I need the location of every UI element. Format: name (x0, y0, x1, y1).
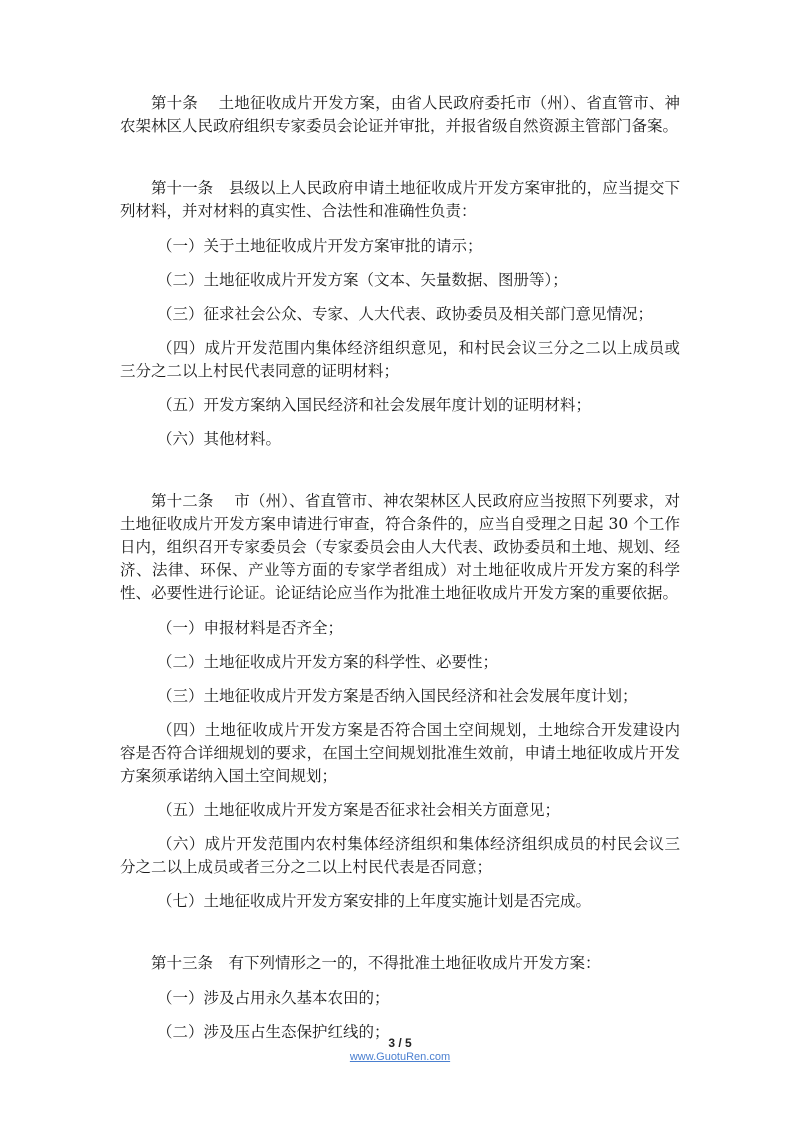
article-12-item: （五）土地征收成片开发方案是否征求社会相关方面意见； (157, 801, 561, 819)
article-11-item: （六）其他材料。 (157, 430, 282, 448)
article-13-text: 有下列情形之一的，不得批准土地征收成片开发方案： (228, 954, 601, 972)
article-12-item: （四）土地征收成片开发方案是否符合国土空间规划，土地综合开发建设内容是否符合详细规划的要求，在国土空间规划批准生效前，申请土地征收成片开发方案须承诺纳入国土空间规划； (120, 721, 680, 785)
article-12 (120, 490, 680, 605)
article-12-text: 市（州）、省直管市、神农架林区人民政府应当按照下列要求，对土地征收成片开发方案申请进行审查，符合条件的，应当自受理之日起 30 个工作日内，组织召开专家委员会（专家委员会由人大代表、政协委员和土地、规划、经济、法律、环保、产业等方面的专家学者组成）对土地征收成片开发方案的科学性、必要性进行论证。论证结论应当作为批准土地征收成片开发方案的重要依据。 (120, 492, 680, 602)
article-11-heading: 第十一条 (151, 179, 214, 197)
page-number: 3 / 5 (388, 1036, 412, 1050)
article-11-item: （三）征求社会公众、专家、人大代表、政协委员及相关部门意见情况； (157, 305, 654, 323)
article-12-item: （三）土地征收成片开发方案是否纳入国民经济和社会发展年度计划； (157, 687, 638, 705)
article-11-text: 县级以上人民政府申请土地征收成片开发方案审批的，应当提交下列材料，并对材料的真实性、合法性和准确性负责： (120, 179, 680, 220)
article-13-item: （二）涉及压占生态保护红线的； (157, 1023, 390, 1041)
article-11-item: （一）关于土地征收成片开发方案审批的请示； (157, 237, 483, 255)
article-13-item: （一）涉及占用永久基本农田的； (157, 989, 390, 1007)
site-link[interactable]: www.GuotuRen.com (349, 1051, 451, 1063)
article-11-item: （二）土地征收成片开发方案（文本、矢量数据、图册等）； (157, 271, 568, 289)
article-12-item: （七）土地征收成片开发方案安排的上年度实施计划是否完成。 (157, 892, 592, 910)
article-13 (120, 952, 680, 975)
article-13-heading: 第十三条 (151, 954, 214, 972)
article-11-item: （四）成片开发范围内集体经济组织意见，和村民会议三分之二以上成员或三分之二以上村民代表同意的证明材料； (120, 339, 680, 380)
article-10-text: 土地征收成片开发方案，由省人民政府委托市（州）、省直管市、神农架林区人民政府组织专家委员会论证并审批，并报省级自然资源主管部门备案。 (120, 94, 680, 135)
article-11-item: （五）开发方案纳入国民经济和社会发展年度计划的证明材料； (157, 396, 592, 414)
article-11 (120, 177, 680, 223)
article-12-item: （二）土地征收成片开发方案的科学性、必要性； (157, 653, 499, 671)
article-10 (120, 92, 680, 138)
document-body (120, 92, 680, 1044)
article-12-item: （六）成片开发范围内农村集体经济组织和集体经济组织成员的村民会议三分之二以上成员或者三分之二以上村民代表是否同意； (120, 835, 680, 876)
article-10-heading: 第十条 (151, 94, 198, 112)
article-12-heading: 第十二条 (151, 492, 214, 510)
article-12-item: （一）申报材料是否齐全； (157, 619, 344, 637)
